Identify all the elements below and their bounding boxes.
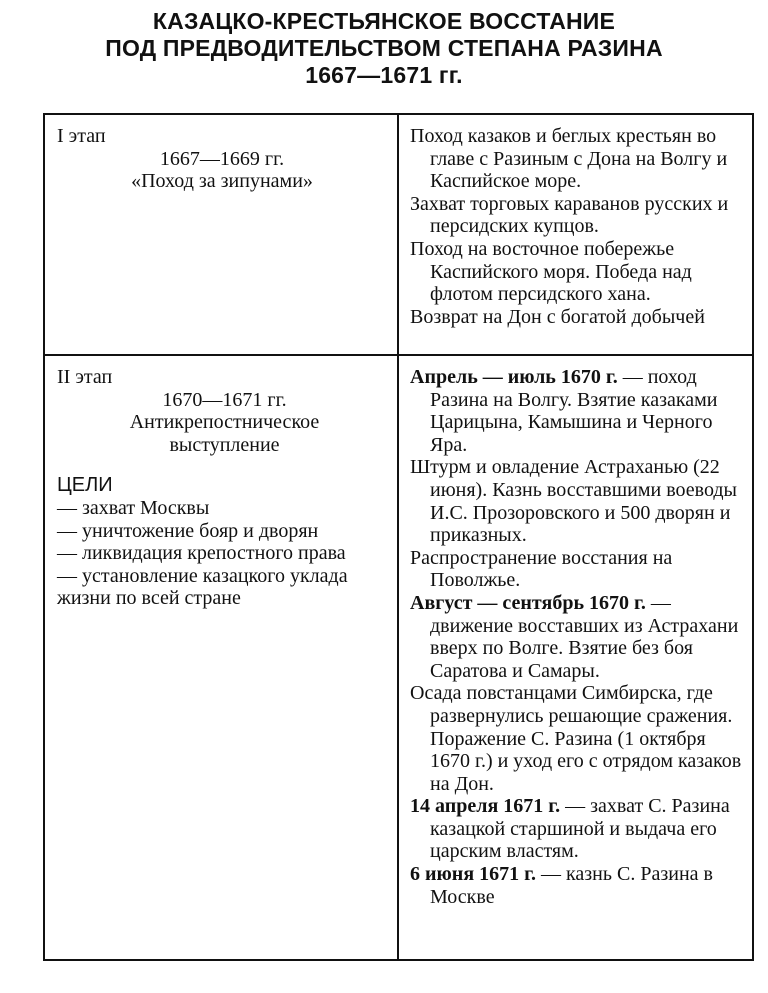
stage2-event: [410, 592, 750, 682]
stage1-event: Поход на восточное побережье Каспийского моря. Победа над флотом персидского хана.: [410, 237, 692, 306]
event-text: Распространение восстания на Поволжье.: [410, 546, 673, 592]
goal-item: — ликвидация крепостного права: [57, 542, 346, 565]
stage1-event: Поход казаков и беглых крестьян во главе с Разиным с Дона на Волгу и Каспийское море.: [410, 125, 728, 193]
event-text: Штурм и овладение Астраханью (22 июня). Казнь восставшими воеводы И.С. Прозоровского и 500 дворян и приказных.: [410, 456, 737, 547]
goal-item: — уничтожение бояр и дворян: [57, 519, 319, 542]
goal-item-tail: жизни по всей стране: [57, 587, 241, 610]
event-date: 6 июня 1671 г.: [410, 863, 536, 886]
event-text: Осада повстанцами Симбирска, где развернулись решающие сражения. Поражение С. Разина (1 октября 1670 г.) и уход его с отрядом казаков на Дон.: [410, 682, 742, 795]
stage1-event: Возврат на Дон с богатой добычей: [410, 305, 705, 328]
event-date: Август — сентябрь 1670 г.: [410, 591, 646, 614]
goals-heading: ЦЕЛИ: [57, 474, 113, 497]
stage1-years: 1667—1669 гг.: [159, 147, 285, 170]
stage2-name-line-2: выступление: [169, 433, 280, 456]
event-text: — движение восставших из Астрахани вверх по Волге. Взятие без боя Саратова и Самары.: [430, 591, 739, 682]
stage1-events: [410, 125, 750, 328]
stage2-label: II этап: [57, 366, 113, 388]
event-date: 14 апреля 1671 г.: [410, 795, 561, 818]
column-divider: [397, 115, 399, 959]
title-line-1: КАЗАЦКО-КРЕСТЬЯНСКОЕ ВОССТАНИЕ: [152, 8, 616, 34]
stage1-info: [57, 125, 387, 193]
stage1-event: Захват торговых караванов русских и персидских купцов.: [410, 192, 729, 238]
stage2-event: [410, 863, 750, 908]
row-divider: [45, 354, 752, 356]
event-text: — казнь С. Разина в Москве: [430, 863, 713, 908]
page-title: [0, 8, 768, 89]
stage2-info: [57, 366, 392, 610]
stage2-event: [410, 366, 750, 456]
stage1-label: I этап: [57, 125, 106, 147]
stage2-event: [410, 456, 750, 546]
stage1-name: «Поход за зипунами»: [131, 170, 313, 193]
goal-item: — захват Москвы: [57, 496, 210, 519]
stage2-event: [410, 795, 750, 863]
title-line-2: ПОД ПРЕДВОДИТЕЛЬСТВОМ СТЕПАНА РАЗИНА: [105, 35, 663, 61]
event-text: — захват С. Разина казацкой старшиной и выдача его царским властям.: [430, 795, 730, 863]
stage2-event: [410, 682, 750, 795]
stage2-events: [410, 366, 750, 908]
stage2-name-line-1: Антикрепостническое: [129, 411, 320, 434]
uprising-table: [43, 113, 754, 961]
event-text: — поход Разина на Волгу. Взятие казаками Царицына, Камышина и Черного Яра.: [430, 366, 718, 456]
title-line-3: 1667—1671 гг.: [305, 62, 463, 88]
stage2-event: [410, 547, 750, 592]
stage2-years: 1670—1671 гг.: [162, 388, 287, 411]
event-date: Апрель — июль 1670 г.: [410, 366, 618, 388]
goal-item: — установление казацкого уклада: [57, 564, 348, 587]
